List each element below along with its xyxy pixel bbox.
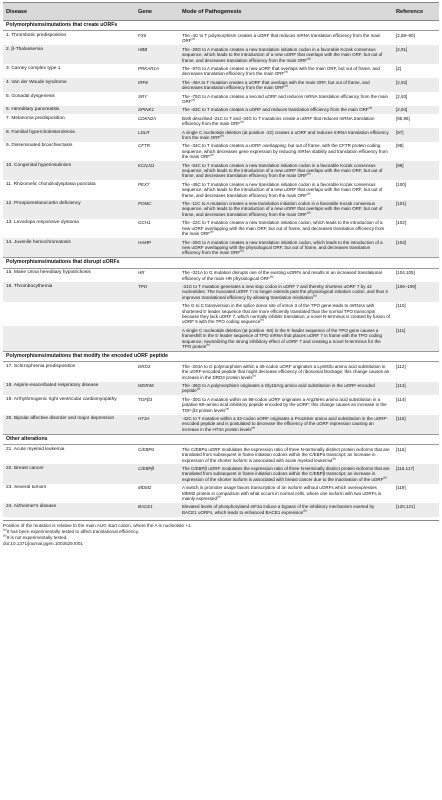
section-title: Polymorphisms/mutations that modify the encoded uORF peptide	[3, 351, 439, 361]
disease-cell: 3. Carney complex type 1	[3, 64, 135, 78]
reference-cell: [113]	[393, 382, 439, 396]
section-row	[3, 351, 439, 361]
mode-text: The -25G to A mutation creates a new translation initiation codon, which leads to the introduction of a new uORF overlapping with the physiological ORF, but out of frame, and decreases translation efficiency from the main ORF	[182, 239, 383, 256]
mode-cell	[179, 382, 393, 396]
reference-cell: [114]	[393, 395, 439, 414]
gene-name: TGFβ3	[138, 396, 153, 402]
reference-cell: [103]	[393, 238, 439, 258]
reference-cell: [104,105]	[393, 268, 439, 282]
reference-cell: [110]	[393, 302, 439, 327]
gene-cell	[135, 238, 179, 258]
mode-text: Elevated levels of phosphorylated eIF2α induce a bypass of the inhibitory mechanism exerted by BACE1 uORFs, which leads to enhanced BACE1 expression	[182, 504, 375, 515]
reference-cell: [2,92]	[393, 78, 439, 92]
disease-cell: 4. Van der Woude syndrome	[3, 78, 135, 92]
mode-cell	[179, 415, 393, 435]
gene-name: SRY	[138, 93, 148, 99]
gene-name: C/EBPα	[138, 446, 155, 452]
footnote-mark: (a)	[191, 97, 196, 102]
mode-cell	[179, 503, 393, 517]
gene-name: FXII	[138, 32, 147, 38]
reference-cell: [98]	[393, 142, 439, 161]
gene-name: WDR46	[138, 383, 154, 389]
mode-text: The -29G to A mutation creates a new translation initiation codon in a favorable Kozak consensus sequence, which leads to the introduction of a new uORF that overlaps with the main ORF, but out of frame, and decreases translation efficiency from the main ORF	[182, 46, 383, 63]
gene-cell	[135, 142, 179, 161]
disease-cell: 13. Levodopa responsive dystonia	[3, 219, 135, 238]
gene-name: BACE1	[138, 504, 153, 510]
footnote-mark: (a)	[191, 36, 196, 41]
table-row	[3, 484, 439, 503]
disease-cell: 15. Marie Unna hereditary hypotrichosis	[3, 268, 135, 282]
mode-text: The -321A to G mutation disrupts one of the existing uORFs and results in an increased translational efficiency of the main HR physiological ORF	[182, 270, 382, 281]
reference-cell: [112]	[393, 362, 439, 382]
gene-cell	[135, 180, 179, 199]
table-row	[3, 268, 439, 282]
disease-cell	[3, 326, 135, 351]
mode-cell	[179, 180, 393, 199]
mode-cell	[179, 161, 393, 180]
disease-cell: 8. Familial hypercholesterolemia	[3, 128, 135, 142]
gene-cell	[135, 114, 179, 128]
disease-cell: 7. Melanoma predisposition	[3, 114, 135, 128]
footnote-mark: (a)	[225, 406, 230, 411]
mode-cell	[179, 268, 393, 282]
table-row	[3, 503, 439, 517]
gene-name: C/EBPβ	[138, 465, 155, 471]
gene-name: HT3A	[138, 416, 150, 422]
gene-name: KCNJ11	[138, 162, 155, 168]
mode-cell	[179, 128, 393, 142]
footnote-b: $^{(b)}$It is not experimentally tested.	[3, 533, 68, 540]
mode-text: A single C nucleotide deletion (at position -22) creates a uORF and reduces mRNA translation efficiency from the main ORF	[182, 129, 389, 140]
table-row	[3, 180, 439, 199]
mode-text: The -48A to T mutation creates a uORF that overlaps with the main ORF, but out of frame, and decreases translation efficiency from the main ORF	[182, 79, 370, 91]
mode-cell	[179, 64, 393, 78]
gene-cell	[135, 268, 179, 282]
table-row	[3, 45, 439, 64]
mode-text: The C/EBPβ uORF modulates the expression ratio of three N-terminally distinct protein isoforms that are translated from subsequent in frame initiation codons within the C/EBPβ transcript; an increase in expression of the shorter isoform is associated with breast cancer due to the inactivation of the uORF	[182, 465, 390, 482]
disease-cell: 12. Proopiomelanocortin deficiency	[3, 200, 135, 219]
header-mode: Mode of Pathogenesis	[179, 3, 393, 21]
reference-cell: [2,88–90]	[393, 31, 439, 45]
mode-cell	[179, 464, 393, 483]
mode-text: The C/EBPα uORF modulates the expression ratio of three N-terminally distinct protein isoforms that are translated from subsequent in frame initiation codons within the C/EBPα transcript; an increase in expression of the shorter isoform is associated with acute myeloid leukemia	[182, 446, 390, 463]
table-row	[3, 445, 439, 465]
footnote-mark: (b)	[196, 386, 201, 391]
table-row	[3, 106, 439, 114]
disease-cell: 2. β-Thalassemia	[3, 45, 135, 64]
footnote-mark: (a)	[284, 69, 288, 74]
gene-cell	[135, 484, 179, 503]
gene-cell	[135, 326, 179, 351]
footnote-mark: (a)	[240, 119, 244, 124]
mode-cell	[179, 219, 393, 238]
table-row	[3, 382, 439, 396]
mode-cell	[179, 92, 393, 106]
section-row	[3, 21, 439, 31]
footnote-mark: (b)	[206, 342, 210, 347]
section-title: Polymorphisms/mutations that create uORFs	[3, 21, 439, 31]
gene-name: GCH1	[138, 220, 151, 226]
footnote-position: Position of the mutation is relative to the main AUG start codon, where the A is nucleotide +1.	[3, 522, 192, 528]
mode-cell	[179, 200, 393, 219]
footnote-mark: (b)	[332, 456, 336, 460]
gene-cell	[135, 64, 179, 78]
disease-cell: 19. Arrhythmogenic right ventricular cardiomyopathy	[3, 395, 135, 414]
footnote-mark: (a)	[368, 105, 373, 110]
gene-cell	[135, 200, 179, 219]
disease-cell: 21. Acute myeloid leukemia	[3, 445, 135, 465]
reference-cell: [2,94]	[393, 106, 439, 114]
mode-text: The -53C to T mutation creates a uORF and reduces translation efficiency from the main ORF	[182, 107, 369, 113]
header-reference: Reference	[393, 3, 439, 21]
reference-cell: [2,93]	[393, 92, 439, 106]
gene-name: MDM2	[138, 485, 152, 491]
mode-text: The -36G to A polymorphism originates a Gly18Arg amino acid substitution in the uORF-encoded peptide	[182, 383, 375, 394]
footnote-a: $^{(a)}$It has been experimentally tested to affect translational efficiency.	[3, 527, 139, 534]
disease-cell: 23. Several tumors	[3, 484, 135, 503]
reference-cell: [101]	[393, 200, 439, 219]
disease-cell: 22. Breast cancer	[3, 464, 135, 483]
footnote-mark: (b)	[306, 210, 311, 215]
table-row	[3, 200, 439, 219]
disease-cell: 17. Schizophrenia predisposition	[3, 362, 135, 382]
section-row	[3, 434, 439, 444]
gene-cell	[135, 128, 179, 142]
mode-text: The -75G to A mutation creates a second uORF and reduces mRNA translation efficiency from the main ORF	[182, 93, 389, 104]
table-row	[3, 282, 439, 301]
footnote-mark: (b)	[306, 171, 311, 176]
gene-name: CFTR	[138, 143, 150, 149]
footnote-mark: (a)	[306, 56, 311, 61]
mode-text: The -11C to A mutation creates a new translation initiation codon in a favorable Kozak consensus sequence, which leads to the introduction of a new uORF that overlaps with the main ORF, but out of frame, and decreases translation efficiency from the main ORF	[182, 201, 383, 217]
disease-cell: 11. Rhizomelic chondrodysplasia punctata	[3, 180, 135, 199]
footnote-mark: (b)	[306, 191, 311, 196]
mode-text: The -97G to A mutation creates a new uORF that overlaps with the main ORF, but out of frame, and decreases translation efficiency from the main ORF	[182, 65, 380, 77]
mode-cell	[179, 484, 393, 503]
mode-text: The -30G to A mutation within an 88-codon uORF originates a Arg26His amino acid substitution in a putative 88–amino acid inhibitory peptide encoded by the uORF; this change causes an increase in the TGF-β3 protein levels	[182, 396, 387, 413]
mode-cell	[179, 142, 393, 161]
table-row	[3, 161, 439, 180]
footnote-mark: (b)	[240, 248, 244, 253]
table-footnotes	[3, 520, 439, 547]
footnote-mark: (b)	[383, 475, 388, 480]
gene-name: DRD3	[138, 363, 151, 369]
gene-name: HBB	[138, 46, 148, 52]
footnote-mark: (b)	[220, 133, 224, 138]
mode-cell	[179, 106, 393, 114]
gene-cell	[135, 282, 179, 301]
gene-cell	[135, 78, 179, 92]
reference-cell: [106–109]	[393, 282, 439, 301]
disease-cell: 5. Gonadal dysgenesis	[3, 92, 135, 106]
table-row	[3, 114, 439, 128]
gene-name: SPINK1	[138, 107, 155, 113]
mode-text: A single C nucleotide deletion (at position -50) in the 5′ leader sequence of the TPO gene causes a frameshift in the 5′ leader sequence of TPO mRNA that places uORF 7 in frame with the TPO coding sequence, neutralizing the strong inhibitory effect of uORF 7 and creating a novel N-terminus for the TPO protein	[182, 327, 383, 349]
mode-text: -31G to T mutation generates a new stop codon in uORF 7 and thereby shortens uORF 7 by 42 nucleotides. The truncated uORF 7 no longer extends past the physiological initiation codon, and thus it improves translational efficiency by allowing translation reinitiation	[182, 283, 388, 300]
table-row	[3, 464, 439, 483]
section-title: Polymorphisms/mutations that disrupt uORFs	[3, 258, 439, 268]
mode-cell	[179, 326, 393, 351]
footnote-mark: (b)	[210, 229, 214, 234]
disease-cell: 1. Thrombotic predisposition	[3, 31, 135, 45]
table-row	[3, 415, 439, 435]
mode-cell	[179, 302, 393, 327]
gene-cell	[135, 503, 179, 517]
section-row	[3, 258, 439, 268]
mode-text: -42C to T mutation within a 32-codon uORF originates a Pro16Ser amino acid substitution in the uORF-encoded peptide and is postulated to decrease the efficiency of the uORF repression causing an increase in the HT3A protein levels	[182, 416, 388, 432]
table-row	[3, 219, 439, 238]
table-row	[3, 142, 439, 161]
reference-cell: [120,121]	[393, 503, 439, 517]
mode-text: The -54C to T mutation creates a new translation initiation codon in a favorable Kozak consensus sequence, which leads to the introduction of a new uORF that overlaps with the main ORF, but out of frame, and decreases translation efficiency from the main ORF	[182, 162, 383, 179]
footnote-mark: (a)	[210, 152, 214, 157]
footnote-mark: (b)	[303, 508, 307, 513]
table-body	[3, 21, 439, 517]
disease-cell: 20. Bipolar affective disorder and major depression	[3, 415, 135, 435]
reference-cell: [2,91]	[393, 45, 439, 64]
table-row	[3, 362, 439, 382]
header-disease: Disease	[3, 3, 135, 21]
mode-cell	[179, 282, 393, 301]
gene-name: PRKAR1A	[138, 65, 160, 71]
mode-cell	[179, 238, 393, 258]
reference-cell: [97]	[393, 128, 439, 142]
disease-cell	[3, 302, 135, 327]
mode-text: The G to C transversion in the splice donor site of intron 3 of the TPO gene leads to mRNAs with shortened 5′ leader sequence that are more efficiently translated than the normal TPO transcripts because they lack uORF 7, which normally inhibits translation; a novel N-terminus is created by fusion of uORF 5 with the TPO coding sequence	[182, 303, 390, 325]
table-row	[3, 78, 439, 92]
table-header-row	[3, 3, 439, 21]
reference-cell: [116,117]	[393, 464, 439, 483]
mode-cell	[179, 114, 393, 128]
mode-cell	[179, 78, 393, 92]
footnote-mark: (b)	[217, 494, 221, 499]
gene-cell	[135, 31, 179, 45]
mode-cell	[179, 31, 393, 45]
footnote-doi: doi:10.1371/journal.pgen.1003529.t001	[3, 540, 83, 546]
reference-cell: [119]	[393, 484, 439, 503]
gene-name: TPO	[138, 283, 148, 289]
reference-cell: [115]	[393, 415, 439, 435]
mode-text: The -4C to T polymorphism creates a uORF that reduces mRNA translation efficiency from the main ORF	[182, 32, 381, 44]
gene-cell	[135, 302, 179, 327]
footnote-mark: (b)	[312, 293, 317, 298]
gene-cell	[135, 415, 179, 435]
disease-cell: 6. Hereditary pancreatitis	[3, 106, 135, 114]
mode-text: The -34C to T mutation creates a uORF overlapping, but out of frame, with the CFTR protein coding sequence, which decreases gene expression by reducing mRNA stability and translation efficiency from the main ORF	[182, 143, 388, 160]
table-document	[3, 2, 439, 547]
reference-cell: [116]	[393, 445, 439, 465]
gene-name: POMC	[138, 201, 152, 207]
gene-cell	[135, 445, 179, 465]
disease-cell: 10. Congenital hyperinsulinism	[3, 161, 135, 180]
gene-cell	[135, 92, 179, 106]
mode-text: A switch in promoter usage favors transcription of an isoform without uORFs which overexpresses MDM2 protein in comparison with what occurs in normal cells, where one isoform with two uORFs is mainly expressed	[182, 485, 382, 501]
table-row	[3, 238, 439, 258]
footnote-mark: (b)	[269, 274, 274, 279]
disease-cell: 18. Aspirin-exacerbated respiratory disease	[3, 382, 135, 396]
gene-cell	[135, 219, 179, 238]
footnote-mark: (b)	[260, 317, 264, 322]
table-row	[3, 395, 439, 414]
gene-cell	[135, 362, 179, 382]
reference-cell: [102]	[393, 219, 439, 238]
gene-name: CDKN2A	[138, 115, 157, 121]
gene-name: IRF6	[138, 79, 148, 85]
table-row	[3, 92, 439, 106]
mode-text: Both described -21C to T and -34G to T mutations create a uORF that reduces mRNA translation efficiency from the main ORF	[182, 115, 375, 127]
uorf-disease-table	[3, 2, 439, 517]
reference-cell: [99]	[393, 161, 439, 180]
footnote-mark: (a)	[284, 83, 288, 88]
mode-text: The -22C to T mutation creates a new translation initiation codon, which leads to the introduction of a new uORF overlapping with the main ORF, but out of frame, and decreases translation efficiency from the main ORF	[182, 220, 385, 237]
gene-name: PEX7	[138, 181, 150, 187]
gene-cell	[135, 382, 179, 396]
footnote-mark: (b)	[252, 373, 257, 378]
mode-cell	[179, 445, 393, 465]
mode-cell	[179, 395, 393, 414]
table-row	[3, 31, 439, 45]
disease-cell: 16. Thrombocythemia	[3, 282, 135, 301]
disease-cell: 14. Juvenile hemochromatosis	[3, 238, 135, 258]
table-row	[3, 128, 439, 142]
footnote-mark: (a)	[251, 425, 256, 430]
gene-cell	[135, 45, 179, 64]
reference-cell: [2]	[393, 64, 439, 78]
reference-cell: [111]	[393, 326, 439, 351]
header-gene: Gene	[135, 3, 179, 21]
mode-cell	[179, 362, 393, 382]
reference-cell: [100]	[393, 180, 439, 199]
section-title: Other alterations	[3, 434, 439, 444]
gene-name: HAMP	[138, 239, 152, 245]
disease-cell: 9. Disseminated bronchiectasis	[3, 142, 135, 161]
mode-text: The -204A to G polymorphism within a 36-codon uORF originates a Lys9Glu amino acid substitution in the uORF-encoded peptide that might decrease efficiency of ribosomal blockage; this change causes an increase in the DRD3 protein levels	[182, 363, 390, 380]
gene-cell	[135, 464, 179, 483]
mode-text: The -45C to T mutation creates a new translation initiation codon in a favorable Kozak consensus sequence, which leads to the introduction of a new uORF that overlaps with the main ORF, but out of frame, and decreases translation efficiency from the main ORF	[182, 181, 383, 198]
reference-cell: [95,96]	[393, 114, 439, 128]
gene-cell	[135, 161, 179, 180]
gene-cell	[135, 395, 179, 414]
table-row	[3, 64, 439, 78]
table-row	[3, 302, 439, 327]
table-row	[3, 326, 439, 351]
gene-cell	[135, 106, 179, 114]
gene-name: LDLR	[138, 129, 150, 135]
disease-cell: 24. Alzheimer's disease	[3, 503, 135, 517]
gene-name: HR	[138, 270, 145, 276]
mode-cell	[179, 45, 393, 64]
